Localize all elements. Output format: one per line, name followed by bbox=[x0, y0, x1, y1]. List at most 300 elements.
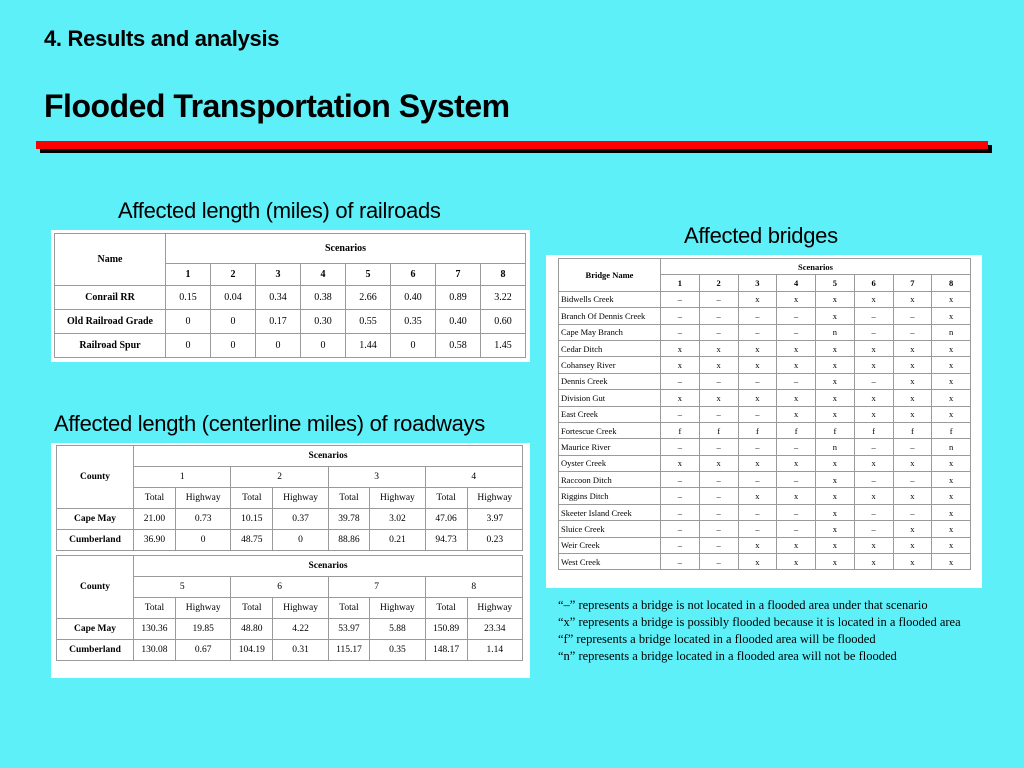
table-cell: f bbox=[816, 422, 855, 438]
bridges-caption: Affected bridges bbox=[684, 223, 838, 248]
roadways-caption: Affected length (centerline miles) of roadways bbox=[54, 411, 485, 436]
table-cell: – bbox=[777, 504, 816, 520]
scenario-number: 8 bbox=[932, 275, 971, 291]
table-cell: 0.30 bbox=[301, 310, 346, 334]
total-header: Total bbox=[134, 598, 176, 619]
table-cell: x bbox=[661, 455, 700, 471]
scenario-number: 5 bbox=[134, 577, 231, 598]
scenario-number: 6 bbox=[231, 577, 328, 598]
bridges-legend bbox=[558, 597, 961, 665]
table-cell: x bbox=[777, 340, 816, 356]
table-cell: x bbox=[932, 472, 971, 488]
table-cell: – bbox=[699, 373, 738, 389]
table-cell: x bbox=[932, 340, 971, 356]
table-cell: – bbox=[661, 291, 700, 307]
table-cell: 0 bbox=[256, 334, 301, 358]
table-cell: 5.88 bbox=[370, 619, 425, 640]
table-cell: x bbox=[932, 488, 971, 504]
table-cell: x bbox=[893, 455, 932, 471]
table-cell: – bbox=[699, 554, 738, 570]
table-cell: 0.40 bbox=[391, 286, 436, 310]
table-row bbox=[57, 640, 523, 661]
table-cell: 10.15 bbox=[231, 509, 273, 530]
table-cell: – bbox=[661, 488, 700, 504]
table-row bbox=[559, 291, 971, 307]
bridge-name: Raccoon Ditch bbox=[559, 472, 661, 488]
table-row bbox=[559, 422, 971, 438]
table-cell: n bbox=[932, 324, 971, 340]
roadways-scenarios-header: Scenarios bbox=[134, 556, 523, 577]
table-cell: x bbox=[854, 340, 893, 356]
table-cell: 115.17 bbox=[328, 640, 369, 661]
legend-item: “x” represents a bridge is possibly flooded because it is located in a flooded area bbox=[558, 615, 961, 629]
table-cell: x bbox=[699, 455, 738, 471]
scenario-number: 4 bbox=[301, 264, 346, 286]
table-cell: x bbox=[738, 455, 777, 471]
roadways-table-panel bbox=[51, 443, 530, 678]
total-header: Total bbox=[425, 598, 467, 619]
bridge-name: Riggins Ditch bbox=[559, 488, 661, 504]
table-cell: x bbox=[893, 537, 932, 553]
table-row bbox=[559, 439, 971, 455]
table-cell: 0 bbox=[273, 530, 328, 551]
scenario-number: 4 bbox=[425, 467, 522, 488]
total-header: Total bbox=[328, 488, 369, 509]
table-cell: 36.90 bbox=[134, 530, 176, 551]
scenario-number: 8 bbox=[425, 577, 522, 598]
section-label: 4. Results and analysis bbox=[44, 26, 280, 51]
table-cell: – bbox=[699, 504, 738, 520]
table-cell: f bbox=[699, 422, 738, 438]
roadways-table bbox=[56, 445, 523, 661]
table-cell: – bbox=[699, 324, 738, 340]
slide-title: Flooded Transportation System bbox=[44, 88, 510, 124]
table-cell: x bbox=[854, 390, 893, 406]
bridge-name: Cohansey River bbox=[559, 357, 661, 373]
table-cell: – bbox=[699, 439, 738, 455]
railroad-name: Railroad Spur bbox=[55, 334, 166, 358]
table-cell: – bbox=[893, 439, 932, 455]
table-cell: 0.38 bbox=[301, 286, 346, 310]
table-cell: x bbox=[816, 521, 855, 537]
scenario-number: 7 bbox=[436, 264, 481, 286]
table-cell: – bbox=[893, 504, 932, 520]
table-cell: x bbox=[699, 340, 738, 356]
roadways-header-row bbox=[57, 556, 523, 577]
table-cell: – bbox=[854, 521, 893, 537]
table-cell: 130.08 bbox=[134, 640, 176, 661]
scenario-number: 5 bbox=[816, 275, 855, 291]
table-cell: 1.45 bbox=[481, 334, 526, 358]
table-cell: – bbox=[738, 324, 777, 340]
table-cell: n bbox=[932, 439, 971, 455]
table-cell: – bbox=[699, 406, 738, 422]
table-row bbox=[559, 521, 971, 537]
highway-header: Highway bbox=[370, 488, 425, 509]
table-cell: – bbox=[661, 537, 700, 553]
table-cell: 4.22 bbox=[273, 619, 328, 640]
railroad-name: Old Railroad Grade bbox=[55, 310, 166, 334]
table-cell: x bbox=[816, 390, 855, 406]
table-cell: x bbox=[816, 554, 855, 570]
county-name: Cumberland bbox=[57, 640, 134, 661]
bridges-table-panel bbox=[546, 255, 982, 588]
scenario-number: 2 bbox=[211, 264, 256, 286]
table-cell: 3.02 bbox=[370, 509, 425, 530]
table-cell: – bbox=[738, 439, 777, 455]
table-cell: 0.35 bbox=[370, 640, 425, 661]
bridge-name: Bidwells Creek bbox=[559, 291, 661, 307]
table-cell: 0.89 bbox=[436, 286, 481, 310]
total-header: Total bbox=[328, 598, 369, 619]
scenario-number: 5 bbox=[346, 264, 391, 286]
table-cell: x bbox=[738, 291, 777, 307]
table-cell: 0.73 bbox=[175, 509, 230, 530]
table-cell: f bbox=[738, 422, 777, 438]
table-cell: – bbox=[854, 504, 893, 520]
county-name: Cape May bbox=[57, 509, 134, 530]
table-cell: x bbox=[932, 537, 971, 553]
scenario-number: 1 bbox=[166, 264, 211, 286]
table-cell: – bbox=[661, 406, 700, 422]
table-cell: 0.23 bbox=[467, 530, 522, 551]
bridge-name: West Creek bbox=[559, 554, 661, 570]
railroads-scenarios-header: Scenarios bbox=[166, 234, 526, 264]
table-row bbox=[559, 504, 971, 520]
table-cell: x bbox=[893, 340, 932, 356]
table-cell: 0.15 bbox=[166, 286, 211, 310]
table-cell: x bbox=[738, 537, 777, 553]
table-cell: 53.97 bbox=[328, 619, 369, 640]
table-cell: 104.19 bbox=[231, 640, 273, 661]
table-cell: – bbox=[661, 504, 700, 520]
scenario-number: 6 bbox=[391, 264, 436, 286]
table-cell: x bbox=[816, 291, 855, 307]
table-cell: x bbox=[738, 340, 777, 356]
railroads-caption: Affected length (miles) of railroads bbox=[118, 198, 441, 223]
table-cell: x bbox=[738, 390, 777, 406]
table-cell: x bbox=[932, 390, 971, 406]
table-cell: – bbox=[661, 373, 700, 389]
table-cell: f bbox=[854, 422, 893, 438]
table-cell: x bbox=[932, 455, 971, 471]
table-cell: – bbox=[738, 406, 777, 422]
title-rule bbox=[36, 141, 988, 149]
bridges-scenarios-header: Scenarios bbox=[661, 259, 971, 275]
total-header: Total bbox=[425, 488, 467, 509]
table-cell: – bbox=[854, 439, 893, 455]
table-cell: 0.58 bbox=[436, 334, 481, 358]
legend-item: “n” represents a bridge located in a flooded area will not be flooded bbox=[558, 649, 897, 663]
table-cell: – bbox=[777, 308, 816, 324]
table-cell: x bbox=[893, 357, 932, 373]
scenario-number: 3 bbox=[328, 467, 425, 488]
table-row bbox=[57, 619, 523, 640]
table-cell: – bbox=[661, 324, 700, 340]
table-cell: 0.67 bbox=[175, 640, 230, 661]
highway-header: Highway bbox=[370, 598, 425, 619]
railroad-name: Conrail RR bbox=[55, 286, 166, 310]
bridge-name: Cedar Ditch bbox=[559, 340, 661, 356]
table-cell: 150.89 bbox=[425, 619, 467, 640]
table-cell: – bbox=[854, 472, 893, 488]
scenario-number: 3 bbox=[738, 275, 777, 291]
table-cell: 0.17 bbox=[256, 310, 301, 334]
table-cell: f bbox=[893, 422, 932, 438]
table-cell: x bbox=[777, 291, 816, 307]
table-cell: – bbox=[893, 324, 932, 340]
scenario-number: 2 bbox=[231, 467, 328, 488]
table-cell: 2.66 bbox=[346, 286, 391, 310]
table-cell: x bbox=[893, 521, 932, 537]
total-header: Total bbox=[231, 488, 273, 509]
table-row bbox=[559, 324, 971, 340]
scenario-number: 2 bbox=[699, 275, 738, 291]
table-cell: 3.22 bbox=[481, 286, 526, 310]
table-cell: – bbox=[777, 521, 816, 537]
table-cell: – bbox=[699, 291, 738, 307]
bridge-name: Maurice River bbox=[559, 439, 661, 455]
bridge-name: Dennis Creek bbox=[559, 373, 661, 389]
table-cell: x bbox=[816, 504, 855, 520]
table-row bbox=[57, 509, 523, 530]
table-cell: x bbox=[699, 357, 738, 373]
table-cell: – bbox=[893, 472, 932, 488]
table-cell: 0 bbox=[301, 334, 346, 358]
table-row bbox=[559, 390, 971, 406]
bridge-name: Division Gut bbox=[559, 390, 661, 406]
bridge-name: Branch Of Dennis Creek bbox=[559, 308, 661, 324]
scenario-number: 7 bbox=[328, 577, 425, 598]
table-row bbox=[57, 530, 523, 551]
table-cell: 47.06 bbox=[425, 509, 467, 530]
table-cell: x bbox=[777, 554, 816, 570]
table-cell: x bbox=[893, 406, 932, 422]
table-row bbox=[559, 308, 971, 324]
table-cell: x bbox=[932, 373, 971, 389]
table-cell: x bbox=[661, 357, 700, 373]
table-cell: 0 bbox=[391, 334, 436, 358]
railroads-name-header: Name bbox=[55, 234, 166, 286]
table-cell: 0 bbox=[166, 310, 211, 334]
table-cell: x bbox=[661, 390, 700, 406]
table-cell: x bbox=[816, 472, 855, 488]
table-row bbox=[55, 286, 526, 310]
table-cell: 0.04 bbox=[211, 286, 256, 310]
table-cell: 21.00 bbox=[134, 509, 176, 530]
table-cell: – bbox=[738, 504, 777, 520]
table-cell: – bbox=[699, 472, 738, 488]
table-cell: 39.78 bbox=[328, 509, 369, 530]
table-cell: x bbox=[777, 390, 816, 406]
table-cell: x bbox=[932, 291, 971, 307]
table-cell: – bbox=[738, 472, 777, 488]
table-cell: x bbox=[777, 537, 816, 553]
table-cell: 48.80 bbox=[231, 619, 273, 640]
roadways-county-header: County bbox=[57, 556, 134, 619]
table-row bbox=[55, 310, 526, 334]
table-cell: x bbox=[893, 390, 932, 406]
legend-item: “f” represents a bridge located in a flooded area will be flooded bbox=[558, 632, 876, 646]
table-cell: – bbox=[854, 373, 893, 389]
highway-header: Highway bbox=[467, 488, 522, 509]
bridges-table bbox=[558, 258, 971, 570]
scenario-number: 6 bbox=[854, 275, 893, 291]
bridge-name: East Creek bbox=[559, 406, 661, 422]
table-row bbox=[559, 554, 971, 570]
table-cell: f bbox=[932, 422, 971, 438]
table-cell: 0 bbox=[175, 530, 230, 551]
table-cell: 130.36 bbox=[134, 619, 176, 640]
legend-item: “–” represents a bridge is not located in a flooded area under that scenario bbox=[558, 598, 928, 612]
table-cell: 88.86 bbox=[328, 530, 369, 551]
roadways-county-header: County bbox=[57, 446, 134, 509]
bridge-name: Weir Creek bbox=[559, 537, 661, 553]
table-cell: 0.31 bbox=[273, 640, 328, 661]
table-cell: x bbox=[816, 373, 855, 389]
table-row bbox=[559, 488, 971, 504]
table-cell: 0.55 bbox=[346, 310, 391, 334]
table-cell: x bbox=[854, 455, 893, 471]
table-cell: x bbox=[738, 488, 777, 504]
table-cell: 19.85 bbox=[175, 619, 230, 640]
highway-header: Highway bbox=[467, 598, 522, 619]
total-header: Total bbox=[134, 488, 176, 509]
table-cell: x bbox=[816, 488, 855, 504]
roadways-scenarios-header: Scenarios bbox=[134, 446, 523, 467]
table-cell: x bbox=[777, 357, 816, 373]
table-cell: x bbox=[932, 504, 971, 520]
table-cell: 148.17 bbox=[425, 640, 467, 661]
table-cell: – bbox=[699, 308, 738, 324]
table-cell: 0.35 bbox=[391, 310, 436, 334]
table-row bbox=[559, 340, 971, 356]
table-cell: – bbox=[661, 472, 700, 488]
table-row bbox=[559, 537, 971, 553]
table-cell: f bbox=[777, 422, 816, 438]
table-cell: x bbox=[854, 537, 893, 553]
table-cell: – bbox=[699, 521, 738, 537]
scenario-number: 8 bbox=[481, 264, 526, 286]
scenario-number: 3 bbox=[256, 264, 301, 286]
table-cell: n bbox=[816, 324, 855, 340]
table-cell: x bbox=[738, 357, 777, 373]
table-cell: x bbox=[816, 537, 855, 553]
table-cell: x bbox=[777, 455, 816, 471]
table-row bbox=[55, 334, 526, 358]
table-row bbox=[559, 373, 971, 389]
table-cell: x bbox=[854, 357, 893, 373]
table-cell: x bbox=[893, 291, 932, 307]
table-cell: 1.44 bbox=[346, 334, 391, 358]
table-cell: – bbox=[661, 554, 700, 570]
table-cell: – bbox=[777, 472, 816, 488]
table-cell: – bbox=[854, 308, 893, 324]
table-cell: f bbox=[661, 422, 700, 438]
bridge-name: Fortescue Creek bbox=[559, 422, 661, 438]
table-cell: x bbox=[816, 406, 855, 422]
table-cell: – bbox=[893, 308, 932, 324]
table-cell: – bbox=[699, 488, 738, 504]
table-cell: x bbox=[854, 488, 893, 504]
table-cell: – bbox=[777, 324, 816, 340]
table-cell: – bbox=[738, 308, 777, 324]
highway-header: Highway bbox=[273, 488, 328, 509]
table-cell: – bbox=[699, 537, 738, 553]
railroads-table bbox=[54, 233, 526, 358]
scenario-number: 4 bbox=[777, 275, 816, 291]
table-cell: 0.37 bbox=[273, 509, 328, 530]
bridge-name: Cape May Branch bbox=[559, 324, 661, 340]
table-cell: x bbox=[816, 357, 855, 373]
railroads-table-panel bbox=[51, 230, 530, 362]
table-cell: x bbox=[932, 308, 971, 324]
bridge-name: Oyster Creek bbox=[559, 455, 661, 471]
table-cell: x bbox=[699, 390, 738, 406]
scenario-number: 1 bbox=[661, 275, 700, 291]
table-row bbox=[559, 357, 971, 373]
scenario-number: 1 bbox=[134, 467, 231, 488]
table-cell: – bbox=[661, 521, 700, 537]
bridge-name: Skeeter Island Creek bbox=[559, 504, 661, 520]
table-cell: x bbox=[932, 554, 971, 570]
table-cell: 0.60 bbox=[481, 310, 526, 334]
table-cell: – bbox=[661, 308, 700, 324]
table-cell: 0.34 bbox=[256, 286, 301, 310]
table-cell: 23.34 bbox=[467, 619, 522, 640]
highway-header: Highway bbox=[175, 488, 230, 509]
table-cell: – bbox=[854, 324, 893, 340]
table-cell: 1.14 bbox=[467, 640, 522, 661]
table-cell: x bbox=[893, 488, 932, 504]
table-cell: x bbox=[661, 340, 700, 356]
table-cell: – bbox=[777, 439, 816, 455]
table-cell: x bbox=[816, 455, 855, 471]
table-cell: x bbox=[777, 488, 816, 504]
table-cell: x bbox=[777, 406, 816, 422]
bridge-name: Sluice Creek bbox=[559, 521, 661, 537]
table-row bbox=[559, 472, 971, 488]
table-cell: – bbox=[777, 373, 816, 389]
table-cell: x bbox=[854, 554, 893, 570]
table-cell: 0 bbox=[211, 334, 256, 358]
table-cell: x bbox=[932, 521, 971, 537]
table-cell: 94.73 bbox=[425, 530, 467, 551]
table-row bbox=[559, 455, 971, 471]
table-cell: – bbox=[661, 439, 700, 455]
county-name: Cumberland bbox=[57, 530, 134, 551]
table-cell: x bbox=[932, 357, 971, 373]
table-cell: 0 bbox=[166, 334, 211, 358]
table-cell: – bbox=[738, 521, 777, 537]
table-cell: n bbox=[816, 439, 855, 455]
table-cell: x bbox=[816, 340, 855, 356]
table-cell: x bbox=[932, 406, 971, 422]
table-row bbox=[559, 406, 971, 422]
table-cell: 48.75 bbox=[231, 530, 273, 551]
scenario-number: 7 bbox=[893, 275, 932, 291]
table-cell: x bbox=[854, 291, 893, 307]
table-cell: 0.40 bbox=[436, 310, 481, 334]
table-cell: 0 bbox=[211, 310, 256, 334]
table-cell: x bbox=[893, 373, 932, 389]
table-cell: x bbox=[738, 554, 777, 570]
bridges-name-header: Bridge Name bbox=[559, 259, 661, 292]
county-name: Cape May bbox=[57, 619, 134, 640]
table-cell: 3.97 bbox=[467, 509, 522, 530]
table-cell: 0.21 bbox=[370, 530, 425, 551]
roadways-header-row bbox=[57, 446, 523, 467]
